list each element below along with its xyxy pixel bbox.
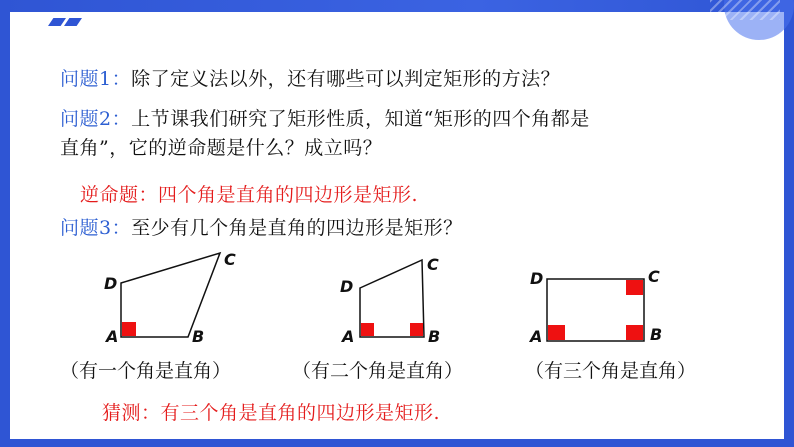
figure-3 (528, 267, 662, 346)
figure-1-label-B: B (192, 327, 205, 346)
figure-2-right-angle-B (410, 323, 423, 336)
figure-2-label-A: A (342, 327, 355, 346)
figure-2-caption: （有二个角是直角） (292, 360, 464, 382)
figure-1-label-D: D (104, 274, 118, 293)
question-1-tag: 问题1： (60, 68, 132, 90)
figure-3-label-B: B (650, 325, 663, 344)
figure-1-label-C: C (224, 250, 236, 269)
question-3-text: 至少有几个角是直角的四边形是矩形？ (131, 217, 463, 239)
figure-2-label-C: C (427, 255, 439, 274)
figure-2-label-D: D (340, 277, 354, 296)
question-3-tag: 问题3： (60, 217, 132, 239)
figure-1 (104, 250, 236, 346)
figure-2-label-B: B (428, 327, 441, 346)
figure-3-caption: （有三个角是直角） (525, 360, 697, 382)
conjecture-statement: 猜测：有三个角是直角的四边形是矩形. (102, 402, 441, 424)
figure-2-right-angle-A (361, 323, 374, 336)
figure-1-caption: （有一个角是直角） (60, 360, 232, 382)
converse-statement: 逆命题：四个角是直角的四边形是矩形. (80, 184, 419, 206)
figure-1-label-A: A (106, 327, 119, 346)
figure-3-label-D: D (530, 269, 544, 288)
question-1-text: 除了定义法以外，还有哪些可以判定矩形的方法？ (131, 68, 561, 90)
figure-3-label-C: C (648, 267, 660, 286)
question-2-line1: 上节课我们研究了矩形性质，知道“矩形的四个角都是 (131, 108, 590, 130)
figure-1-right-angle-A (122, 322, 136, 336)
figure-3-right-angle-B (626, 325, 643, 340)
figure-3-right-angle-A (548, 325, 565, 340)
figure-2 (340, 255, 440, 346)
question-2-line2: 直角”，它的逆命题是什么？成立吗？ (60, 137, 383, 159)
figure-3-right-angle-C (626, 280, 643, 295)
figure-3-label-A: A (530, 327, 543, 346)
question-2-tag: 问题2： (60, 108, 132, 130)
